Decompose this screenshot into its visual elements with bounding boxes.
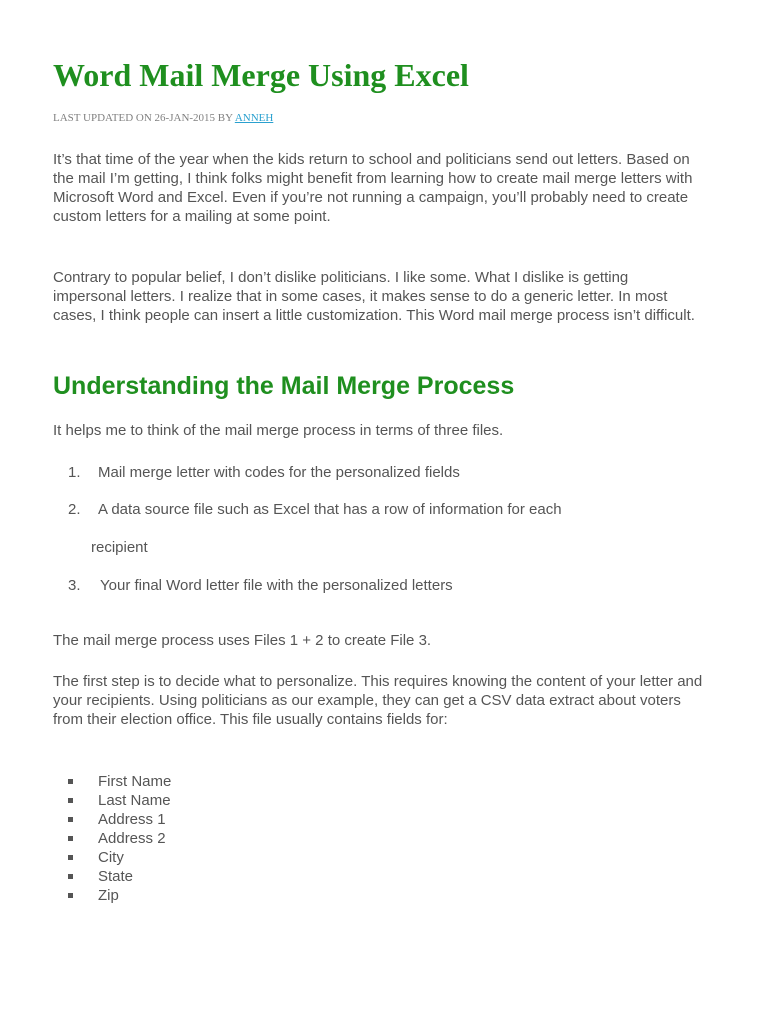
square-bullet-icon	[68, 817, 73, 822]
square-bullet-icon	[68, 874, 73, 879]
meta-updated-text: LAST UPDATED ON 26-JAN-2015 BY	[53, 112, 235, 124]
section-intro-paragraph: It helps me to think of the mail merge process in terms of three files.	[53, 422, 504, 439]
list-item-text: Zip	[98, 887, 119, 904]
list-item-text: Your final Word letter file with the personalized letters	[100, 577, 453, 594]
section-heading: Understanding the Mail Merge Process	[53, 372, 515, 400]
list-item-text: City	[98, 849, 124, 866]
square-bullet-icon	[68, 779, 73, 784]
list-item-text: Address 2	[98, 830, 166, 847]
author-link[interactable]: ANNEH	[234, 112, 274, 124]
list-item-text: First Name	[98, 773, 172, 790]
list-item-number: 2.	[68, 501, 81, 518]
square-bullet-icon	[68, 798, 73, 803]
article-title: Word Mail Merge Using Excel	[53, 57, 469, 93]
first-step-paragraph: The first step is to decide what to personalize. This requires knowing the content of your letter and your recipients. Using politicians as our example, they can get a CSV data extract about voters from their election office. This file usually contains fields for:	[53, 673, 703, 728]
intro-paragraph-2: Contrary to popular belief, I don’t dislike politicians. I like some. What I dislike is getting impersonal letters. I realize that in some cases, it makes sense to do a generic letter. In most cases, I think people can insert a little customization. This Word mail merge process isn’t difficult.	[53, 269, 695, 324]
square-bullet-icon	[68, 836, 73, 841]
process-note-paragraph: The mail merge process uses Files 1 + 2 to create File 3.	[53, 632, 432, 649]
list-item-continuation: recipient	[91, 539, 148, 556]
list-item-text: A data source file such as Excel that has a row of information for each	[98, 501, 562, 518]
list-item-text: Address 1	[98, 811, 166, 828]
intro-paragraph-1: It’s that time of the year when the kids return to school and politicians send out letters. Based on the mail I’m getting, I think folks might benefit from learning how to create mail merge letters with Microsoft Word and Excel. Even if you’re not running a campaign, you’ll probably need to create custom letters for a mailing at some point.	[53, 151, 693, 225]
square-bullet-icon	[68, 893, 73, 898]
list-item-number: 1.	[68, 464, 81, 481]
list-item-text: State	[98, 868, 134, 885]
list-item-text: Mail merge letter with codes for the personalized fields	[98, 464, 460, 481]
list-item-number: 3.	[68, 577, 81, 594]
article-meta	[53, 111, 273, 125]
list-item-text: Last Name	[98, 792, 171, 809]
square-bullet-icon	[68, 855, 73, 860]
